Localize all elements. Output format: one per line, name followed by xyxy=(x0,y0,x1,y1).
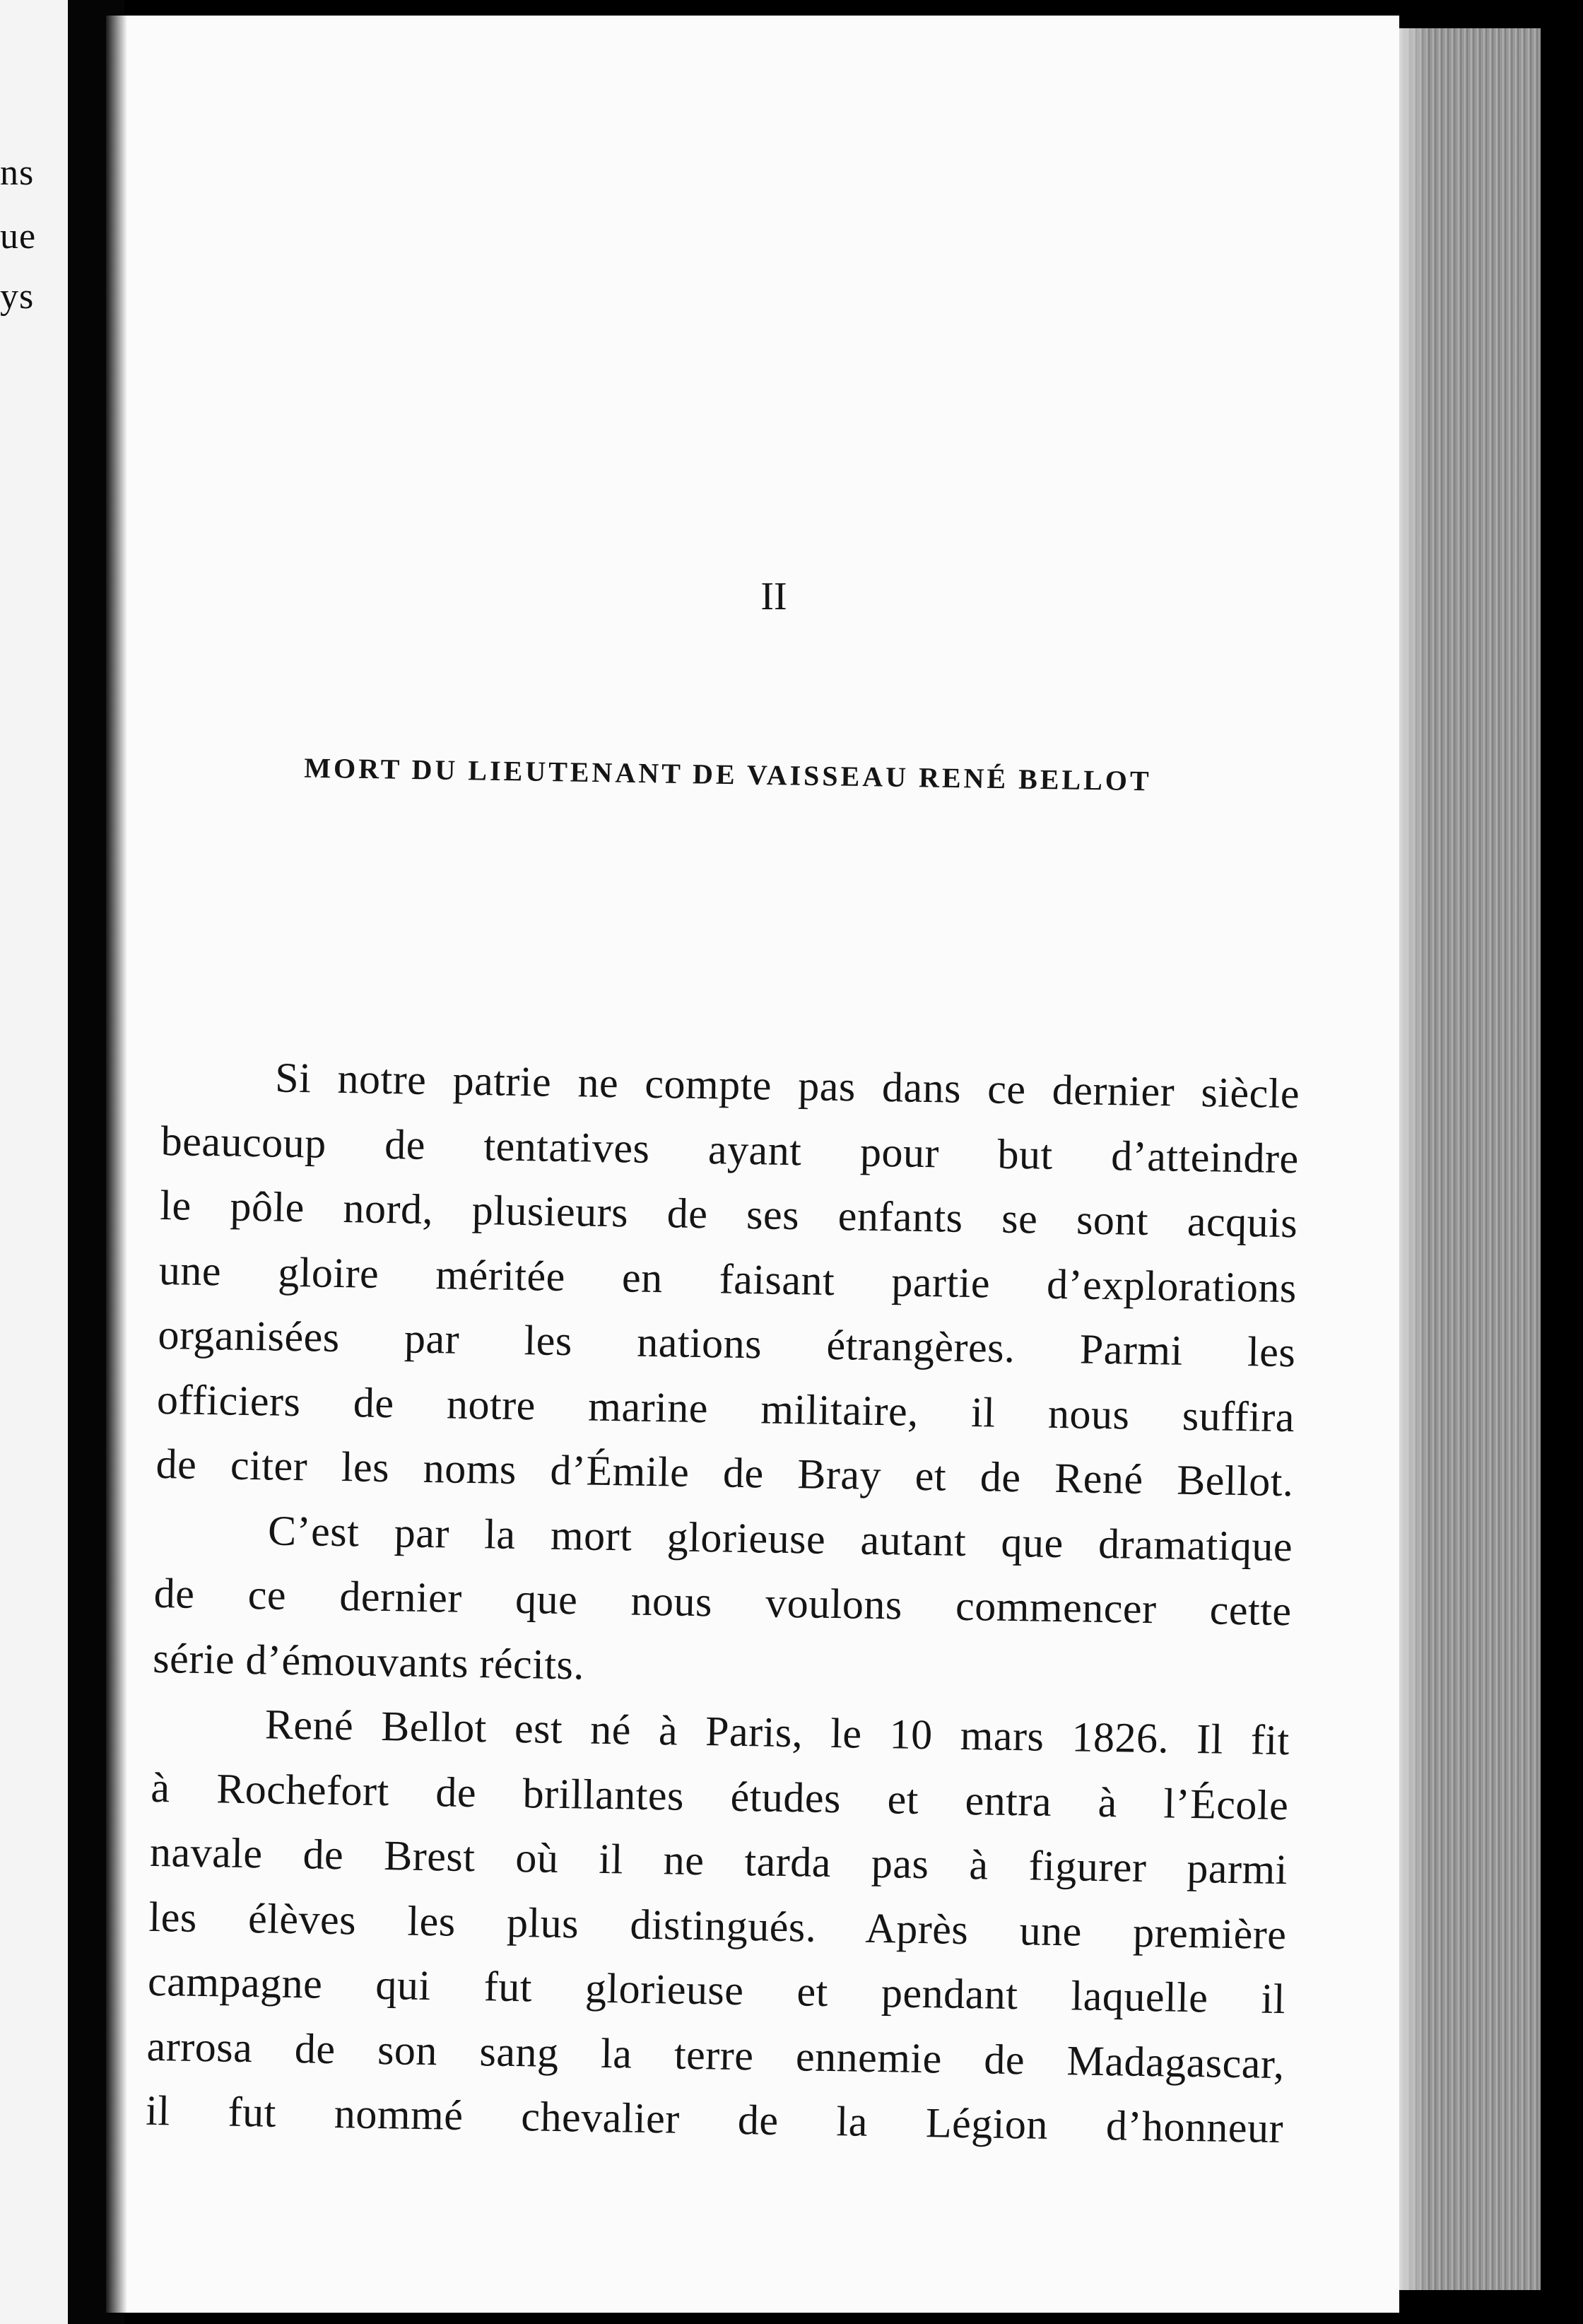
text-line: beaucoup de tentatives ayant pour but d’atteindre xyxy=(160,1117,1300,1182)
text-line: de ce dernier que nous voulons commencer cette xyxy=(153,1569,1293,1635)
text-line: campagne qui fut glorieuse et pendant laquelle il xyxy=(147,1957,1286,2023)
left-page-text-fragment: ns xyxy=(0,153,35,193)
text-line: les élèves les plus distingués. Après une première xyxy=(148,1893,1287,1958)
text-line: série d’émouvants récits. xyxy=(152,1634,585,1688)
chapter-title: MORT DU LIEUTENANT DE VAISSEAU RENÉ BELLOT xyxy=(303,751,1153,797)
body-text xyxy=(146,1044,1300,2161)
page-edge-highlight xyxy=(1399,28,1428,2290)
text-line: à Rochefort de brillantes études et entra à l’École xyxy=(150,1763,1289,1829)
text-line: René Bellot est né à Paris, le 10 mars 1826. Il fit xyxy=(264,1701,1290,1764)
text-line: organisées par les nations étrangères. Parmi les xyxy=(158,1310,1296,1376)
text-line: une gloire méritée en faisant partie d’explorations xyxy=(158,1246,1297,1311)
text-line: il fut nommé chevalier de la Légion d’honneur xyxy=(145,2087,1284,2152)
left-page-fragment xyxy=(0,0,68,2324)
left-page-text-fragment: ue xyxy=(0,216,37,257)
text-line: le pôle nord, plusieurs de ses enfants se sont acquis xyxy=(159,1181,1298,1247)
chapter-number: II xyxy=(760,575,787,618)
left-page-text-fragment: ys xyxy=(0,276,35,317)
text-line: de citer les noms d’Émile de Bray et de René Bellot. xyxy=(155,1440,1294,1506)
text-line: C’est par la mort glorieuse autant que dramatique xyxy=(267,1506,1293,1570)
text-line: officiers de notre marine militaire, il nous suffira xyxy=(156,1375,1295,1440)
text-line: navale de Brest où il ne tarda pas à figurer parmi xyxy=(149,1828,1288,1894)
text-line: Si notre patrie ne compte pas dans ce dernier siècle xyxy=(274,1054,1300,1117)
scan-background xyxy=(1541,0,1583,2324)
text-line: arrosa de son sang la terre ennemie de Madagascar, xyxy=(146,2022,1285,2087)
book-page xyxy=(106,16,1399,2313)
page-binding-shadow xyxy=(106,16,127,2313)
